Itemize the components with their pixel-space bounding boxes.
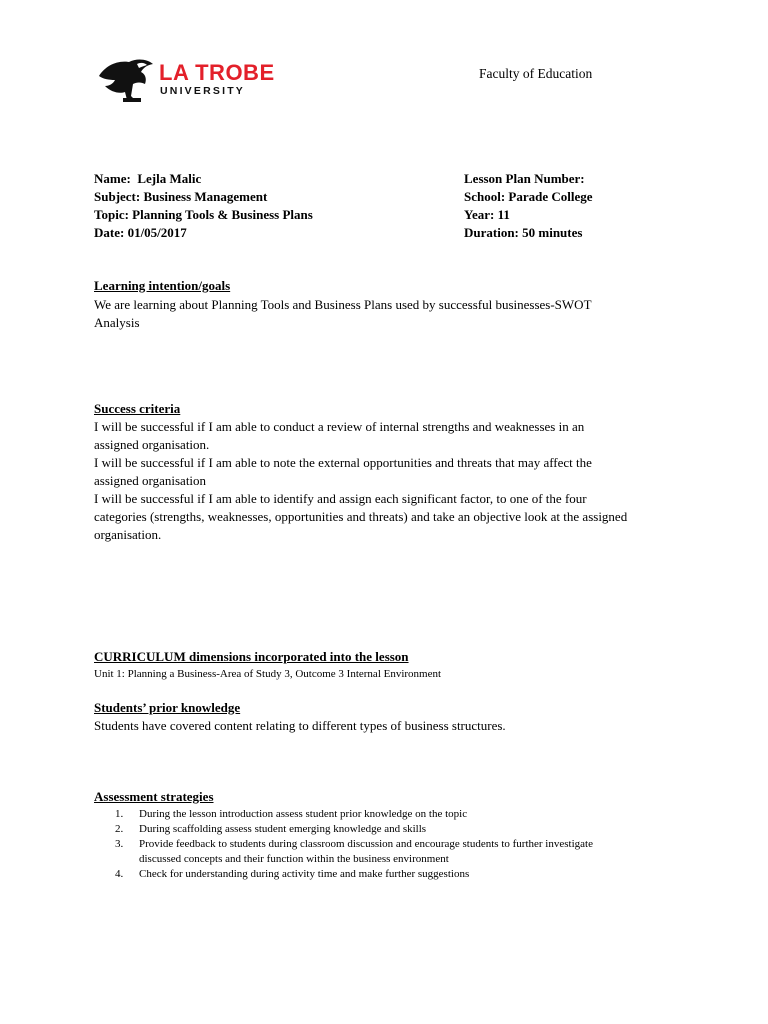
meta-date: Date: 01/05/2017 (94, 225, 187, 240)
success-line: categories (strengths, weaknesses, opportunities and threats) and take an objective look at the assigned (94, 509, 628, 524)
curriculum-heading: CURRICULUM dimensions incorporated into the lesson (94, 649, 409, 664)
success-line: assigned organisation. (94, 437, 210, 452)
assessment-list (94, 807, 694, 882)
university-logo (97, 56, 297, 106)
list-text: During the lesson introduction assess student prior knowledge on the topic (139, 808, 468, 820)
list-text: Check for understanding during activity time and make further suggestions (139, 868, 470, 880)
meta-topic: Topic: Planning Tools & Business Plans (94, 207, 313, 222)
list-number: 2. (115, 823, 124, 835)
prior-text: Students have covered content relating to different types of business structures. (94, 718, 506, 733)
meta-lesson-number: Lesson Plan Number: (464, 171, 585, 186)
list-text: Provide feedback to students during classroom discussion and encourage students to further investigate (139, 838, 593, 850)
list-text: discussed concepts and their function within the business environment (139, 853, 449, 865)
list-number: 1. (115, 808, 124, 820)
meta-name: Name: Lejla Malic (94, 171, 202, 186)
curriculum-text: Unit 1: Planning a Business-Area of Study 3, Outcome 3 Internal Environment (94, 668, 442, 680)
list-number: 3. (115, 838, 124, 850)
list-number: 4. (115, 868, 124, 880)
success-line: assigned organisation (94, 473, 207, 488)
success-heading: Success criteria (94, 401, 181, 416)
list-item (94, 837, 694, 867)
faculty-title: Faculty of Education (479, 66, 593, 81)
meta-school: School: Parade College (464, 189, 593, 204)
list-item (94, 807, 694, 822)
success-line: I will be successful if I am able to conduct a review of internal strengths and weaknesses in an (94, 419, 585, 434)
lesson-meta-right (464, 170, 593, 242)
meta-duration: Duration: 50 minutes (464, 225, 583, 240)
prior-heading: Students’ prior knowledge (94, 700, 241, 715)
learning-line: We are learning about Planning Tools and Business Plans used by successful businesses-SWOT (94, 297, 592, 312)
logo-wordmark: LA TROBE (159, 60, 275, 85)
meta-year: Year: 11 (464, 207, 510, 222)
eagle-icon (97, 56, 157, 106)
list-item (94, 822, 694, 837)
logo-subtitle: UNIVERSITY (160, 85, 246, 97)
learning-line: Analysis (94, 315, 140, 330)
list-text: During scaffolding assess student emerging knowledge and skills (139, 823, 427, 835)
success-line: I will be successful if I am able to note the external opportunities and threats that may affect the (94, 455, 592, 470)
lesson-meta-left (94, 170, 313, 242)
meta-subject: Subject: Business Management (94, 189, 268, 204)
learning-text (94, 296, 694, 332)
success-line: I will be successful if I am able to identify and assign each significant factor, to one of the four (94, 491, 587, 506)
success-text (94, 418, 714, 544)
success-line: organisation. (94, 527, 162, 542)
assessment-heading: Assessment strategies (94, 789, 214, 804)
list-item (94, 867, 694, 882)
learning-heading: Learning intention/goals (94, 278, 231, 293)
